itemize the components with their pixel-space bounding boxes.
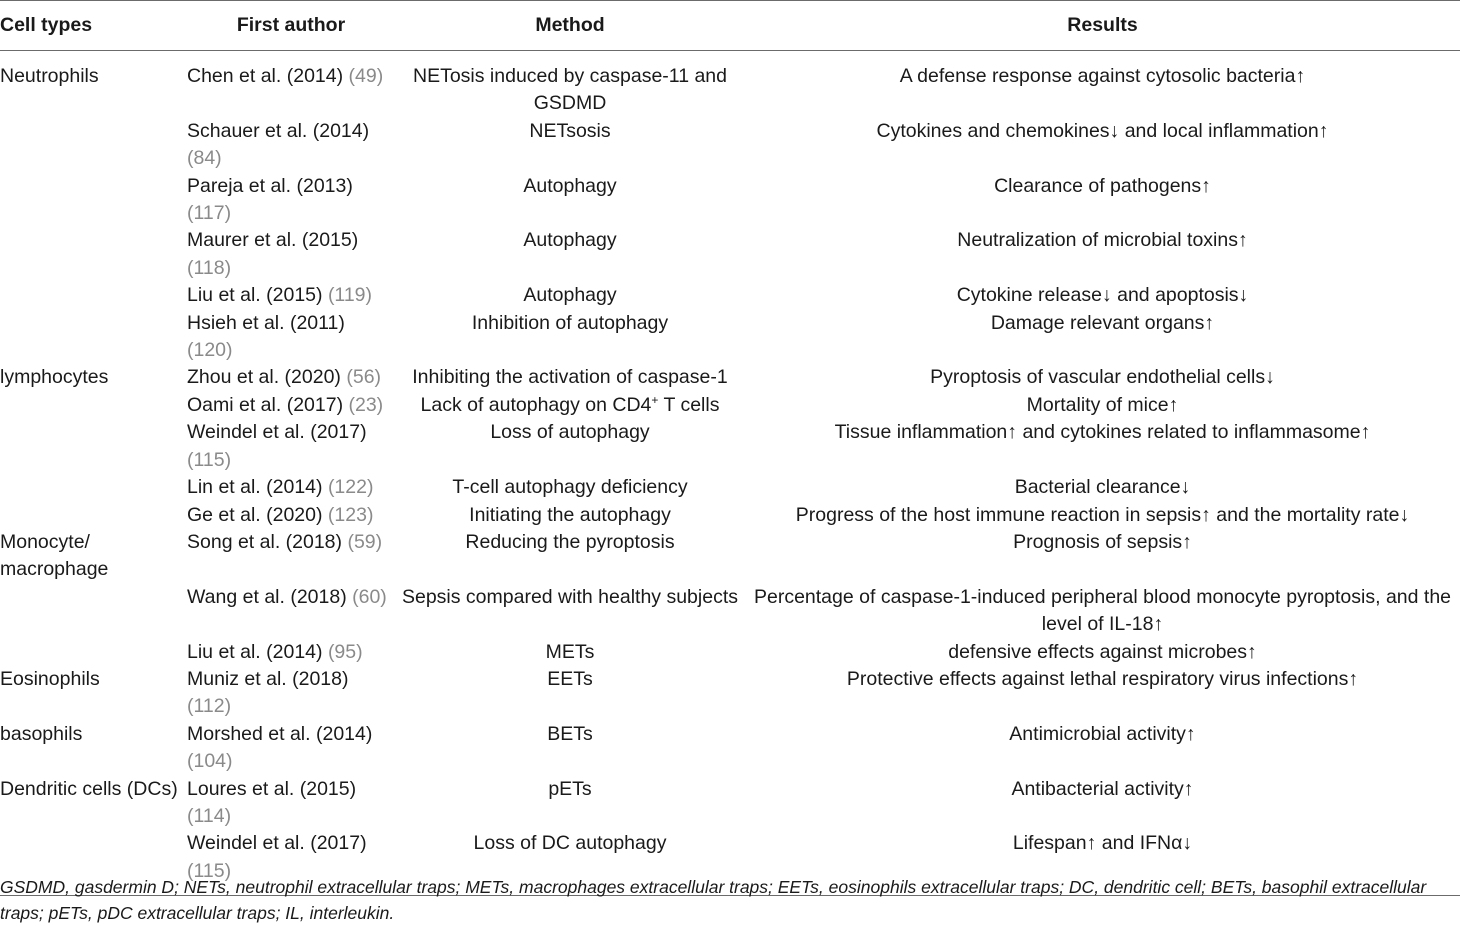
author-name: Loures et al. (2015): [187, 777, 357, 800]
table-header: [0, 1, 1460, 51]
reference-link[interactable]: (115): [187, 448, 232, 471]
first-author: [187, 529, 395, 584]
method: BETs: [547, 722, 593, 745]
table-body: [0, 51, 1460, 896]
result: Pyroptosis of vascular endothelial cells↓: [930, 366, 1275, 389]
author-name: Liu et al. (2015): [187, 284, 323, 307]
table-row: [0, 364, 1460, 391]
first-author: [187, 227, 395, 282]
reference-link[interactable]: (112): [187, 695, 232, 718]
author-name: Ge et al. (2020): [187, 503, 323, 526]
author-name: Schauer et al. (2014): [187, 119, 370, 142]
first-author: [187, 666, 395, 721]
result: Percentage of caspase-1-induced peripheral blood monocyte pyroptosis, and the level of IL-18↑: [753, 585, 1452, 636]
first-author: [187, 474, 395, 501]
table-row: [0, 392, 1460, 419]
cell-type: basophils: [0, 722, 83, 745]
reference-link[interactable]: (56): [346, 366, 382, 389]
cell-type: [0, 282, 187, 309]
reference-link[interactable]: (114): [187, 804, 232, 827]
result: Protective effects against lethal respiratory virus infections↑: [846, 667, 1359, 690]
cell-type: Monocyte/ macrophage: [0, 530, 109, 581]
author-name: Lin et al. (2014): [187, 476, 323, 499]
method: NETosis induced by caspase-11 and GSDMD: [413, 65, 727, 115]
first-author: [187, 419, 395, 474]
cell-type: [0, 173, 187, 228]
header-results: Results: [1067, 14, 1138, 36]
table-row: [0, 51, 1460, 118]
table-row: [0, 721, 1460, 776]
method: [395, 392, 745, 419]
table-row: [0, 173, 1460, 228]
cell-type: lymphocytes: [0, 366, 109, 389]
first-author: [187, 310, 395, 365]
header-row: [0, 1, 1460, 51]
header-method: Method: [535, 14, 605, 36]
table-row: [0, 419, 1460, 474]
reference-link[interactable]: (120): [187, 339, 233, 362]
table-row: [0, 310, 1460, 365]
reference-link[interactable]: (123): [327, 503, 374, 526]
author-name: Muniz et al. (2018): [187, 667, 349, 690]
method: NETsosis: [529, 119, 611, 142]
method: pETs: [548, 777, 592, 800]
cell-type: [0, 310, 187, 365]
result: Cytokines and chemokines↓ and local inflammation↑: [876, 119, 1329, 142]
result: A defense response against cytosolic bacteria↑: [899, 65, 1306, 87]
reference-link[interactable]: (23): [348, 393, 384, 416]
author-name: Zhou et al. (2020): [187, 366, 341, 389]
result: Clearance of pathogens↑: [994, 174, 1211, 197]
method: Autophagy: [523, 229, 617, 252]
cell-type: [0, 639, 187, 666]
reference-link[interactable]: (59): [347, 530, 383, 553]
author-name: Hsieh et al. (2011): [187, 311, 345, 334]
author-name: Oami et al. (2017): [187, 393, 344, 416]
result: Bacterial clearance↓: [1014, 476, 1191, 499]
reference-link[interactable]: (119): [327, 284, 373, 307]
author-name: Weindel et al. (2017): [187, 832, 367, 855]
cell-type: [0, 502, 187, 529]
first-author: [187, 51, 395, 118]
result: Antimicrobial activity↑: [1009, 722, 1196, 745]
first-author: [187, 173, 395, 228]
cell-type: Eosinophils: [0, 667, 100, 690]
result: Lifespan↑ and IFNα↓: [1012, 832, 1193, 855]
reference-link[interactable]: (115): [187, 859, 232, 882]
superscript-plus: +: [651, 392, 659, 407]
result: Cytokine release↓ and apoptosis↓: [956, 284, 1249, 307]
cell-type: [0, 227, 187, 282]
cell-type: Neutrophils: [0, 65, 99, 87]
author-name: Maurer et al. (2015): [187, 229, 359, 252]
method: Autophagy: [523, 174, 617, 197]
method: T-cell autophagy deficiency: [452, 476, 688, 499]
result: Neutralization of microbial toxins↑: [957, 229, 1248, 252]
header-cell-types: Cell types: [0, 14, 93, 36]
cell-type: [0, 118, 187, 173]
table-row: [0, 584, 1460, 639]
method: Autophagy: [523, 284, 617, 307]
first-author: [187, 282, 395, 309]
author-name: Weindel et al. (2017): [187, 421, 367, 444]
result: Mortality of mice↑: [1026, 393, 1179, 416]
reference-link[interactable]: (122): [327, 476, 374, 499]
table-footnote: GSDMD, gasdermin D; NETs, neutrophil extracellular traps; METs, macrophages extracellular traps; EETs, eosinophils extracellular traps; DC, dendritic cell; BETs, basophil extracellular traps; pETs, pDC extracellular traps; IL, interleukin.: [0, 877, 1427, 923]
table-row: [0, 639, 1460, 666]
author-name: Liu et al. (2014): [187, 640, 323, 663]
header-first-author: First author: [236, 14, 346, 36]
result: Tissue inflammation↑ and cytokines related to inflammasome↑: [834, 421, 1371, 444]
first-author: [187, 392, 395, 419]
author-name: Wang et al. (2018): [187, 585, 347, 608]
reference-link[interactable]: (95): [327, 640, 363, 663]
reference-link[interactable]: (118): [187, 256, 232, 279]
table-row: [0, 118, 1460, 173]
method: Inhibition of autophagy: [471, 311, 669, 334]
reference-link[interactable]: (60): [352, 585, 387, 608]
first-author: [187, 502, 395, 529]
reference-link[interactable]: (104): [187, 750, 233, 773]
cell-type: [0, 392, 187, 419]
method: Loss of autophagy: [490, 421, 650, 444]
author-name: Pareja et al. (2013): [187, 174, 353, 197]
table-row: [0, 529, 1460, 584]
cell-type: [0, 419, 187, 474]
first-author: [187, 584, 395, 639]
author-name: Song et al. (2018): [187, 530, 343, 553]
result: defensive effects against microbes↑: [948, 640, 1257, 663]
method-text-suffix: T cells: [658, 393, 720, 416]
method: EETs: [547, 667, 593, 690]
method-text: Lack of autophagy on CD4: [420, 393, 652, 416]
table-row: [0, 666, 1460, 721]
first-author: [187, 721, 395, 776]
reference-link[interactable]: (84): [187, 147, 222, 170]
reference-link[interactable]: (49): [348, 65, 384, 87]
method: Initiating the autophagy: [469, 503, 671, 526]
result: Prognosis of sepsis↑: [1013, 530, 1192, 553]
method: Sepsis compared with healthy subjects: [401, 585, 738, 608]
first-author: [187, 364, 395, 391]
author-name: Chen et al. (2014): [187, 65, 344, 87]
first-author: [187, 639, 395, 666]
table-row: [0, 776, 1460, 831]
method: Reducing the pyroptosis: [465, 530, 675, 553]
method: Inhibiting the activation of caspase-1: [412, 366, 728, 389]
author-name: Morshed et al. (2014): [187, 722, 373, 745]
cell-type: Dendritic cells (DCs): [0, 777, 178, 800]
result: Antibacterial activity↑: [1011, 777, 1194, 800]
first-author: [187, 118, 395, 173]
method: Loss of DC autophagy: [473, 832, 667, 855]
table-row: [0, 474, 1460, 501]
cell-type: [0, 474, 187, 501]
table-row: [0, 282, 1460, 309]
table-row: [0, 227, 1460, 282]
result: Damage relevant organs↑: [990, 311, 1215, 334]
result: Progress of the host immune reaction in sepsis↑ and the mortality rate↓: [795, 503, 1410, 526]
cell-type: [0, 584, 187, 639]
first-author: [187, 776, 395, 831]
table-row: [0, 502, 1460, 529]
reference-link[interactable]: (117): [187, 202, 232, 225]
method: METs: [545, 640, 595, 663]
